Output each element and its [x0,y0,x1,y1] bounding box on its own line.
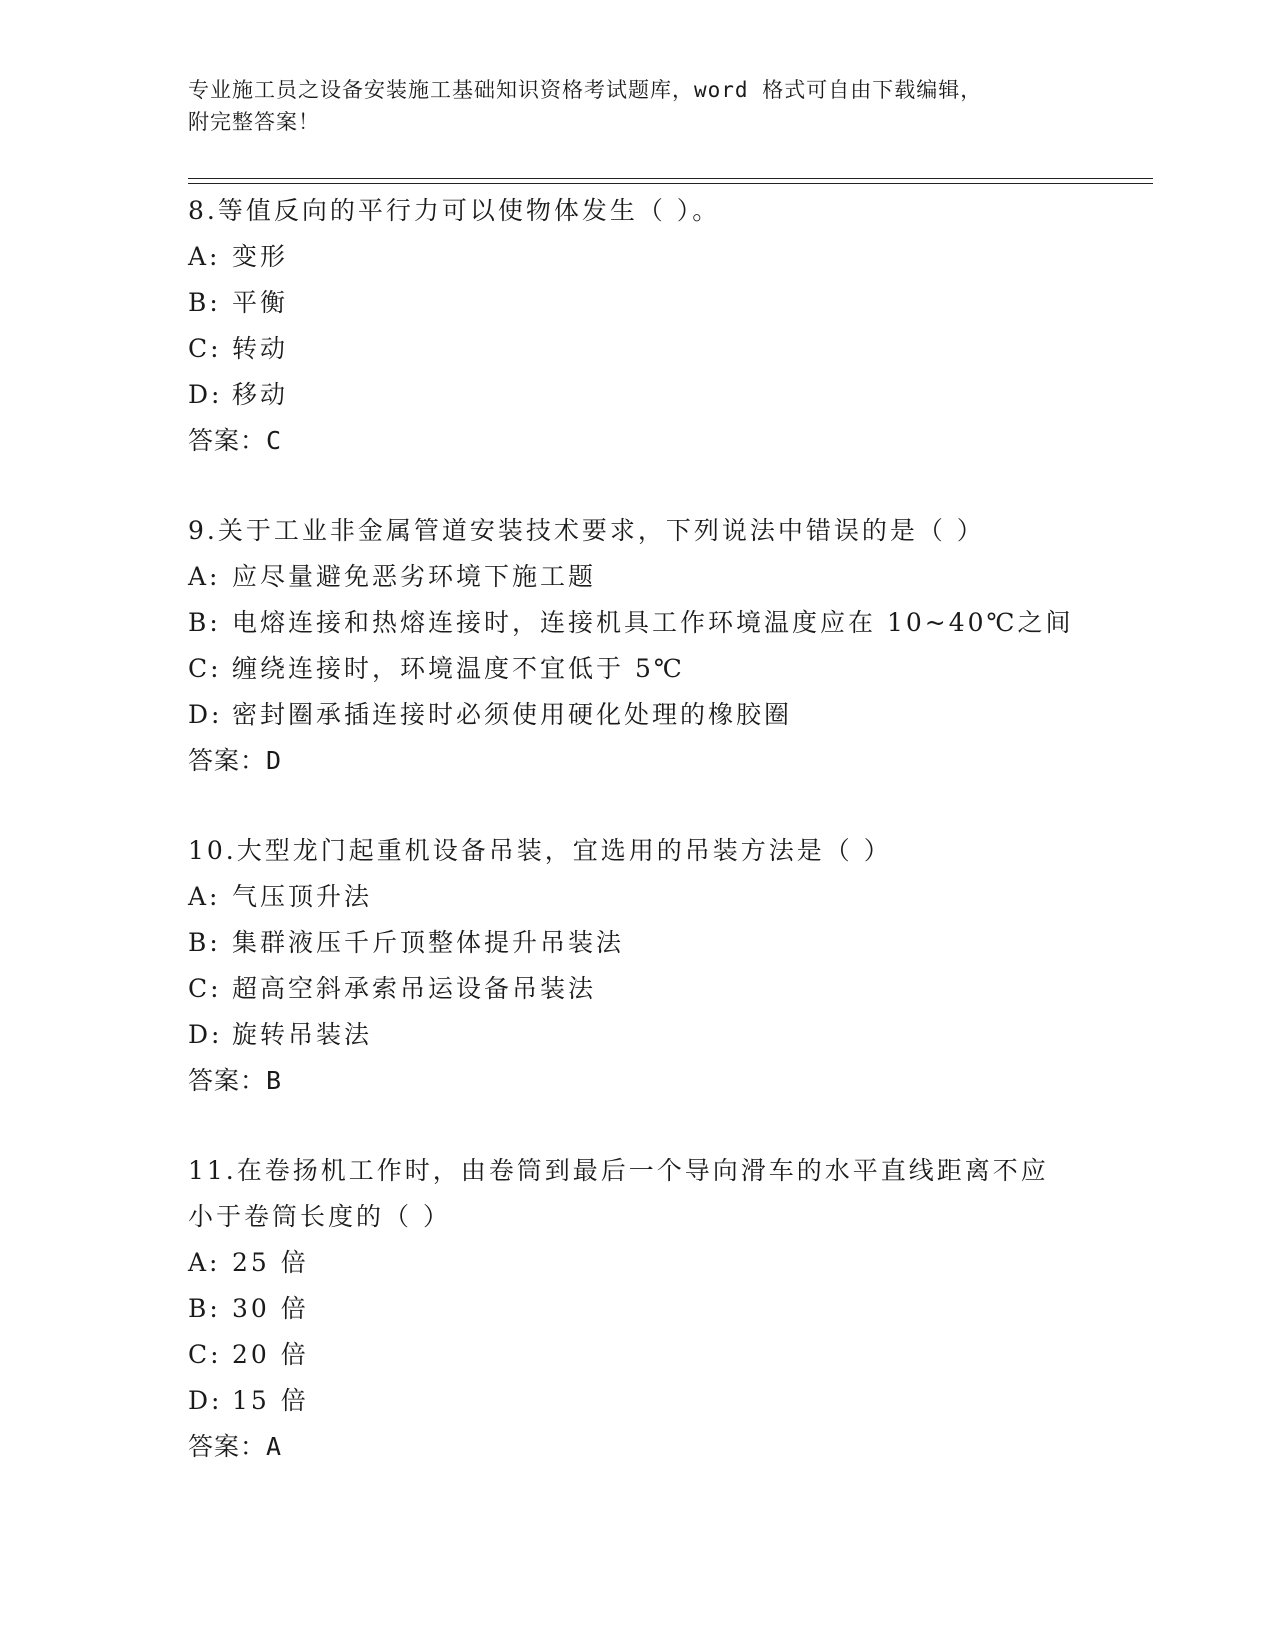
option-b [188,920,1088,966]
option-key: D: [188,700,223,729]
question-10 [188,828,1088,1104]
question-stem: 9.关于工业非金属管道安装技术要求，下列说法中错误的是（ ） [188,516,985,545]
header-line-2: 附完整答案！ [188,110,320,134]
question-stem: 11.在卷扬机工作时，由卷筒到最后一个导向滑车的水平直线距离不应 [188,1156,1049,1185]
option-key: C: [188,974,222,1003]
option-b [188,600,1088,646]
document-header [188,74,1088,138]
option-text: 移动 [232,380,289,409]
option-text: 30 倍 [232,1294,309,1323]
question-8 [188,188,1088,464]
question-9 [188,508,1088,784]
option-key: B: [188,1294,221,1323]
option-key: A: [188,1248,221,1277]
header-line-1: 专业施工员之设备安装施工基础知识资格考试题库，word 格式可自由下载编辑， [188,78,983,102]
option-d [188,372,1088,418]
option-c [188,646,1088,692]
option-text: 超高空斜承索吊运设备吊装法 [232,974,597,1003]
answer: 答案：C [188,426,283,455]
option-key: A: [188,242,221,271]
option-key: D: [188,380,223,409]
option-text: 缠绕连接时，环境温度不宜低于 5℃ [232,654,685,683]
option-text: 应尽量避免恶劣环境下施工题 [232,562,597,591]
option-text: 20 倍 [232,1340,309,1369]
option-c [188,966,1088,1012]
option-d [188,1012,1088,1058]
option-key: B: [188,288,221,317]
option-text: 转动 [232,334,289,363]
option-key: D: [188,1386,223,1415]
option-text: 电熔连接和热熔连接时，连接机具工作环境温度应在 10~40℃之间 [232,608,1074,637]
option-a [188,554,1088,600]
question-stem-continued: 小于卷筒长度的（ ） [188,1202,451,1231]
question-stem: 10.大型龙门起重机设备吊装，宜选用的吊装方法是（ ） [188,836,892,865]
option-key: C: [188,334,222,363]
option-b [188,1286,1088,1332]
option-c [188,326,1088,372]
option-text: 旋转吊装法 [232,1020,373,1049]
option-key: C: [188,654,222,683]
option-b [188,280,1088,326]
question-11 [188,1148,1088,1470]
header-divider-bottom [188,183,1153,184]
answer: 答案：B [188,1066,283,1095]
option-key: B: [188,928,221,957]
option-text: 集群液压千斤顶整体提升吊装法 [232,928,625,957]
option-d [188,692,1088,738]
option-d [188,1378,1088,1424]
option-text: 25 倍 [232,1248,309,1277]
option-key: D: [188,1020,223,1049]
question-stem: 8.等值反向的平行力可以使物体发生（ ）。 [188,196,721,225]
option-text: 15 倍 [232,1386,309,1415]
option-key: C: [188,1340,222,1369]
option-c [188,1332,1088,1378]
option-key: A: [188,562,221,591]
option-a [188,1240,1088,1286]
option-a [188,874,1088,920]
header-divider-top [188,178,1153,179]
option-text: 平衡 [232,288,289,317]
option-key: B: [188,608,221,637]
option-text: 变形 [232,242,289,271]
option-key: A: [188,882,221,911]
option-a [188,234,1088,280]
option-text: 密封圈承插连接时必须使用硬化处理的橡胶圈 [232,700,793,729]
answer: 答案：D [188,746,283,775]
option-text: 气压顶升法 [232,882,373,911]
answer: 答案：A [188,1432,283,1461]
